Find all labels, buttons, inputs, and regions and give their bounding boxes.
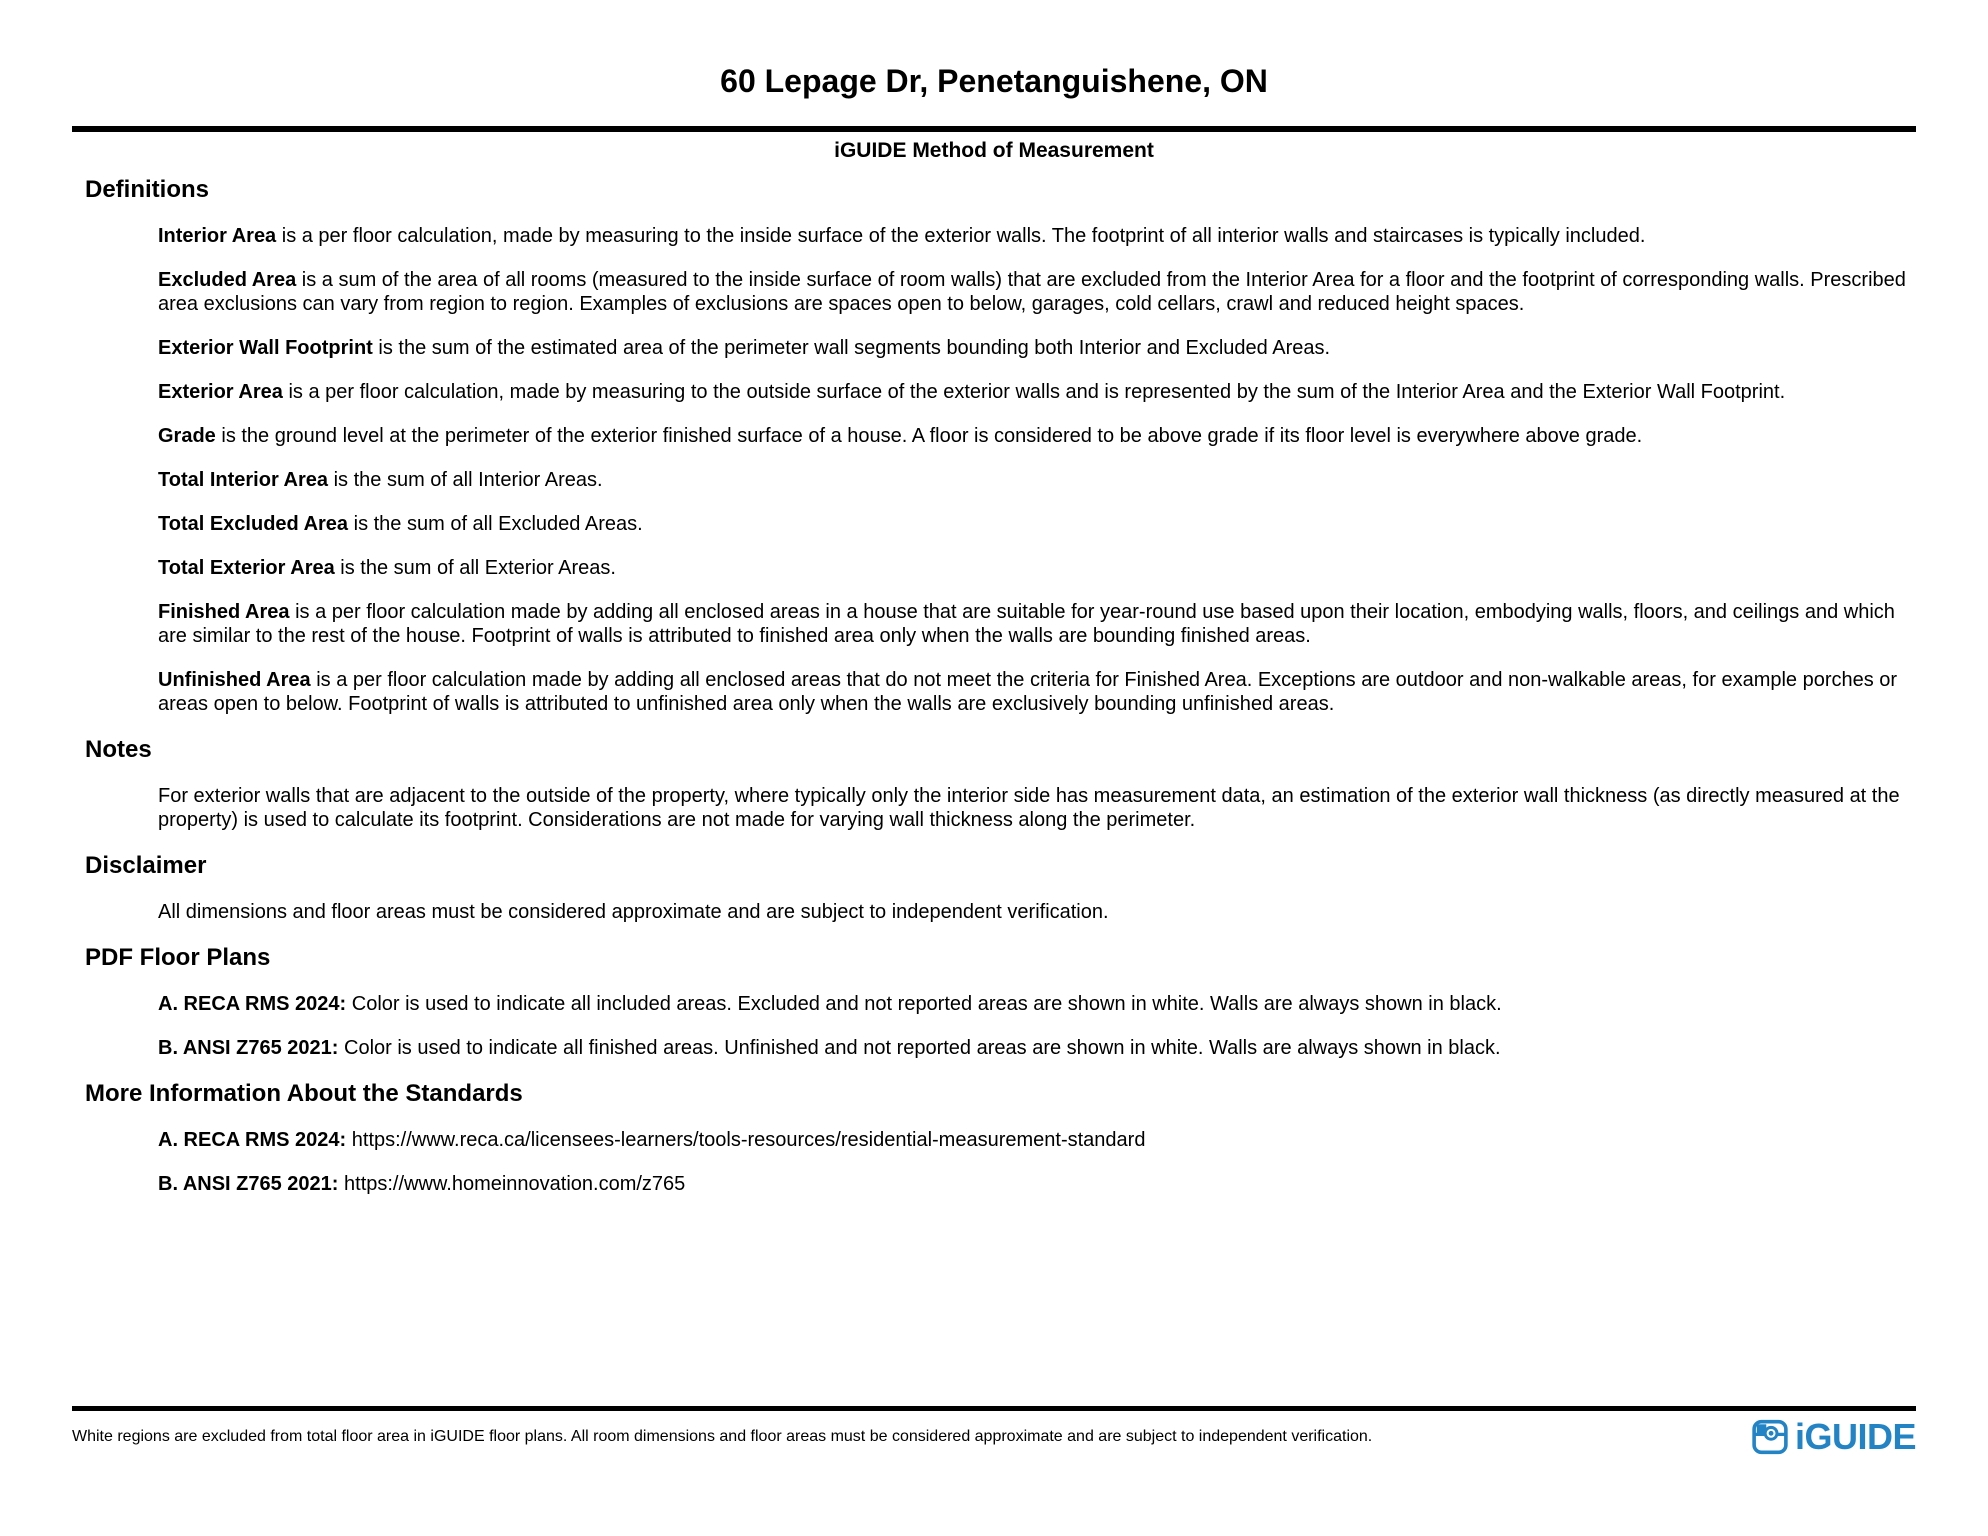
more-info-item-reca <box>158 1128 1916 1152</box>
definition-term: Unfinished Area <box>158 669 311 691</box>
page-title: 60 Lepage Dr, Penetanguishene, ON <box>720 63 1268 99</box>
definition-text: is the sum of all Exterior Areas. <box>340 557 616 579</box>
definition-text: is the ground level at the perimeter of the exterior finished surface of a house. A floor is considered to be above grade if its floor level is everywhere above grade. <box>221 425 1643 447</box>
document-subtitle: iGUIDE Method of Measurement <box>834 139 1154 162</box>
definition-total-exterior-area <box>158 556 1916 580</box>
definition-exterior-wall-footprint <box>158 336 1916 360</box>
reca-standard-url[interactable]: https://www.reca.ca/licensees-learners/tools-resources/residential-measurement-standard <box>351 1129 1146 1151</box>
section-heading-definitions: Definitions <box>85 176 209 203</box>
definition-text: is a per floor calculation made by adding all enclosed areas in a house that are suitable for year-round use based upon their location, embodying walls, floors, and ceilings and which are similar to the rest of the house. Footprint of walls is attributed to finished area only when the walls are bounding finished areas. <box>158 601 1895 647</box>
definition-text: is the sum of the estimated area of the perimeter wall segments bounding both Interior and Excluded Areas. <box>378 337 1331 359</box>
pdf-floor-plans-item-ansi <box>158 1036 1916 1060</box>
pdf-floor-plans-item-reca <box>158 992 1916 1016</box>
definition-term: Total Exterior Area <box>158 557 335 579</box>
definition-exterior-area <box>158 380 1916 404</box>
definition-term: Total Interior Area <box>158 469 329 491</box>
definition-total-excluded-area <box>158 512 1916 536</box>
section-heading-disclaimer: Disclaimer <box>85 852 207 879</box>
definition-interior-area <box>158 224 1916 248</box>
definition-excluded-area <box>158 268 1916 316</box>
definition-text: is the sum of all Excluded Areas. <box>353 513 643 535</box>
standard-description: Color is used to indicate all finished areas. Unfinished and not reported areas are shown in white. Walls are always shown in black. <box>344 1037 1501 1059</box>
definition-finished-area <box>158 600 1916 648</box>
definition-term: Grade <box>158 425 216 447</box>
definition-grade <box>158 424 1916 448</box>
definition-term: Exterior Wall Footprint <box>158 337 373 359</box>
notes-paragraph: For exterior walls that are adjacent to the outside of the property, where typically only the interior side has measurement data, an estimation of the exterior wall thickness (as directly measured at the property) is used to calculate its footprint. Considerations are not made for varying wall thickness along the perimeter. <box>158 785 1900 831</box>
footer-divider <box>72 1406 1916 1411</box>
definition-unfinished-area <box>158 668 1916 716</box>
title-divider <box>72 126 1916 132</box>
iguide-logo <box>1752 1416 1916 1457</box>
definition-text: is a per floor calculation, made by measuring to the outside surface of the exterior walls and is represented by the sum of the Interior Area and the Exterior Wall Footprint. <box>288 381 1786 403</box>
definition-term: Finished Area <box>158 601 290 623</box>
standard-description: Color is used to indicate all included areas. Excluded and not reported areas are shown in white. Walls are always shown in black. <box>351 993 1502 1015</box>
definition-text: is the sum of all Interior Areas. <box>333 469 603 491</box>
definition-text: is a per floor calculation, made by measuring to the inside surface of the exterior walls. The footprint of all interior walls and staircases is typically included. <box>281 225 1646 247</box>
iguide-camera-icon <box>1752 1419 1788 1455</box>
iguide-logo-text: iGUIDE <box>1794 1416 1916 1457</box>
more-info-item-ansi <box>158 1172 1916 1196</box>
standard-label: B. ANSI Z765 2021: <box>158 1173 339 1195</box>
disclaimer-paragraph: All dimensions and floor areas must be considered approximate and are subject to independent verification. <box>158 901 1109 923</box>
footer-disclaimer-text: White regions are excluded from total floor area in iGUIDE floor plans. All room dimensions and floor areas must be considered approximate and are subject to independent verification. <box>72 1428 1373 1445</box>
definition-total-interior-area <box>158 468 1916 492</box>
standard-label: A. RECA RMS 2024: <box>158 1129 347 1151</box>
section-heading-more-information: More Information About the Standards <box>85 1080 523 1107</box>
page-footer <box>0 1406 1988 1455</box>
definition-text: is a per floor calculation made by adding all enclosed areas that do not meet the criteria for Finished Area. Exceptions are outdoor and non-walkable areas, for example porches or areas open to below. Footprint of walls is attributed to unfinished area only when the walls are exclusively bounding unfinished areas. <box>158 669 1898 715</box>
definition-term: Total Excluded Area <box>158 513 349 535</box>
definition-term: Excluded Area <box>158 269 297 291</box>
definition-term: Exterior Area <box>158 381 283 403</box>
section-heading-pdf-floor-plans: PDF Floor Plans <box>85 944 271 971</box>
standard-label: B. ANSI Z765 2021: <box>158 1037 339 1059</box>
definition-term: Interior Area <box>158 225 277 247</box>
ansi-standard-url[interactable]: https://www.homeinnovation.com/z765 <box>344 1173 686 1195</box>
definition-text: is a sum of the area of all rooms (measured to the inside surface of room walls) that are excluded from the Interior Area for a floor and the footprint of corresponding walls. Prescribed area exclusions can vary from region to region. Examples of exclusions are spaces open to below, garages, cold cellars, crawl and reduced height spaces. <box>158 269 1906 315</box>
section-heading-notes: Notes <box>85 736 152 763</box>
standard-label: A. RECA RMS 2024: <box>158 993 347 1015</box>
